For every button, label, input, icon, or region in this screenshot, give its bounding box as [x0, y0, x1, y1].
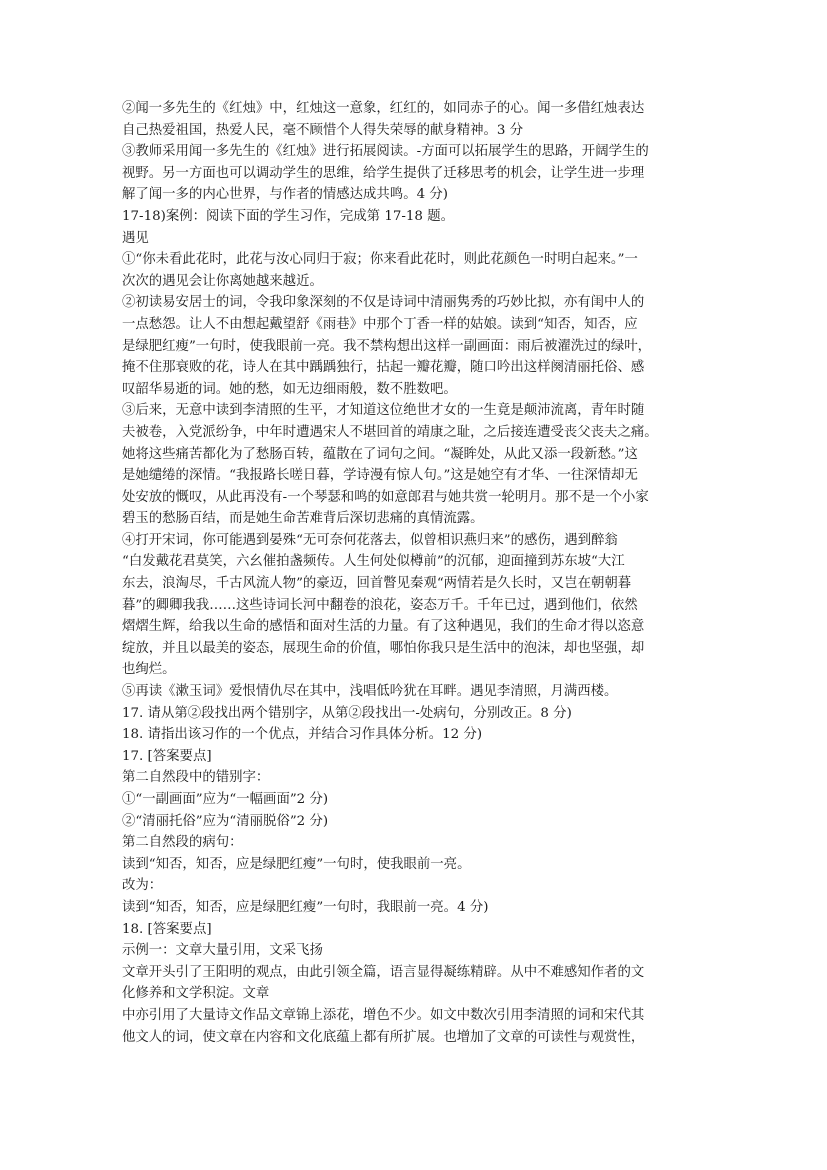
text-line: 中亦引用了大量诗文作品文章锦上添花，增色不少。如文中数次引用李清照的词和宋代其	[122, 1007, 645, 1023]
text-line: 叹韶华易逝的词。她的愁，如无边细雨般，数不胜数吧。	[122, 381, 457, 397]
text-line: 处安放的慨叹，从此再没有-一个琴瑟和鸣的如意郎君与她共赏一轮明月。那不是一个小家	[122, 489, 649, 505]
text-line: 掩不住那衰败的花，诗人在其中踽踽独行，拈起一瓣花瓣，随口吟出这样阕清丽托俗、感	[122, 360, 645, 376]
text-line: 17. 请从第②段找出两个错别字，从第②段找出一-处病句，分别改正。8 分)	[122, 705, 572, 721]
text-line: 化修养和文学积淀。文章	[122, 986, 270, 1002]
text-line: ④打开宋词，你可能遇到晏殊“无可奈何花落去，似曾相识燕归来”的感伤，遇到醉翁	[122, 532, 618, 548]
text-line: 是她缱绻的深情。“我报路长嗟日暮，学诗漫有惊人句。”这是她空有才华、一往深情却无	[122, 468, 638, 484]
text-line: 文章开头引了王阳明的观点，由此引领全篇，语言显得凝练精辟。从中不难感知作者的文	[122, 964, 645, 980]
text-line: 他文人的词，使文章在内容和文化底蕴上都有所扩展。也增加了文章的可读性与观赏性，	[122, 1029, 645, 1045]
text-line: 第二自然段中的错别字：	[122, 770, 270, 786]
text-line: 次次的遇见会让你离她越来越近。	[122, 273, 323, 289]
text-line: 读到“知否，知否，应是绿肥红瘦”一句时，我眼前一亮。4 分)	[122, 899, 489, 915]
text-line: 暮”的卿卿我我……这些诗词长河中翻卷的浪花，姿态万千。千年已过，遇到他们，依然	[122, 597, 638, 613]
text-line: 熠熠生辉，给我以生命的感悟和面对生活的力量。有了这种遇见，我们的生命才得以恣意	[122, 619, 645, 635]
text-line: ①“一副画面”应为“一幅画面”2 分)	[122, 792, 329, 807]
text-line: ⑤再读《漱玉词》爱恨情仇尽在其中，浅唱低吟犹在耳畔。遇见李清照，月满西楼。	[122, 684, 618, 700]
text-line: 17-18)案例：阅读下面的学生习作，完成第 17-18 题。	[122, 208, 454, 224]
text-line: ③教师采用闻一多先生的《红烛》进行拓展阅读。-方面可以拓展学生的思路，开阔学生的	[122, 144, 649, 160]
text-line: 示例一：文章大量引用，文采飞扬	[122, 943, 323, 959]
text-line: ②初读易安居士的词，令我印象深刻的不仅是诗词中清丽隽秀的巧妙比拟，亦有闺中人的	[122, 295, 645, 311]
text-line: 第二自然段的病句：	[122, 835, 243, 851]
text-line: ①“你未看此花时，此花与汝心同归于寂；你来看此花时，则此花颜色一时明白起来。”一	[122, 252, 638, 268]
text-line: “白发戴花君莫笑，六幺催拍盏频传。人生何处似樽前”的沉郁，迎面撞到苏东坡“大江	[122, 554, 625, 570]
text-line: 是绿肥红瘦”一句时，使我眼前一亮。我不禁构想出这样一副画面：雨后被濯洗过的绿叶，	[122, 338, 652, 354]
text-line: 碧玉的愁肠百结，而是她生命苦难背后深切悲痛的真情流露。	[122, 511, 484, 527]
text-line: 遇见	[122, 230, 149, 246]
text-line: 一点愁怨。让人不由想起戴望舒《雨巷》中那个丁香一样的姑娘。读到“知否，知否，应	[122, 316, 638, 332]
text-line: 视野。另一方面也可以调动学生的思维，给学生提供了迁移思考的机会，让学生进一步理	[122, 165, 645, 181]
text-line: ②闻一多先生的《红烛》中，红烛这一意象，红红的，如同赤子的心。闻一多借红烛表达	[122, 101, 645, 116]
text-line: 自己热爱祖国，热爱人民，毫不顾惜个人得失荣辱的献身精神。3 分	[122, 122, 524, 138]
text-line: 18. [答案要点]	[122, 921, 212, 937]
text-line: ②“清丽托俗”应为“清丽脱俗”2 分)	[122, 813, 329, 829]
text-line: 解了闻一多的内心世界，与作者的情感达成共鸣。4 分)	[122, 187, 448, 203]
text-line: 夫被卷，入党派纷争，中年时遭遇宋人不堪回首的靖康之耻，之后接连遭受丧父丧夫之痛。	[122, 424, 658, 440]
text-line: 绽放，并且以最美的姿态，展现生命的价值，哪怕你我只是生活中的泡沫，却也坚强，却	[122, 640, 645, 656]
text-line: 也绚烂。	[122, 662, 176, 678]
text-line: 她将这些痛苦都化为了愁肠百转，蕴散在了词句之间。“凝眸处，从此又添一段新愁。”这	[122, 446, 638, 462]
text-line: ③后来，无意中读到李清照的生平，才知道这位绝世才女的一生竟是颠沛流离，青年时随	[122, 403, 645, 419]
text-line: 东去，浪淘尽，千古风流人物”的豪迈，回首瞥见秦观“两情若是久长时，又岂在朝朝暮	[122, 576, 632, 592]
text-line: 17. [答案要点]	[122, 748, 212, 764]
text-line: 18. 请指出该习作的一个优点，并结合习作具体分析。12 分)	[122, 727, 483, 743]
document-body	[122, 98, 712, 1048]
text-line: 改为：	[122, 878, 163, 894]
text-line: 读到“知否，知否，应是绿肥红瘦”一句时，使我眼前一亮。	[122, 856, 471, 872]
